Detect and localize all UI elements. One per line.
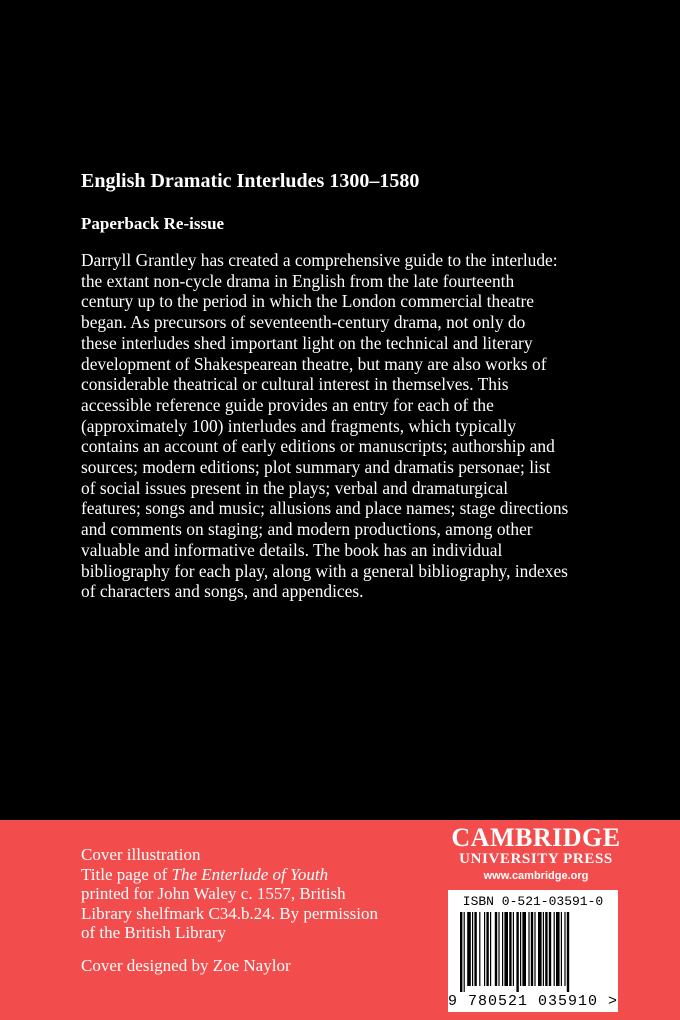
barcode-bar xyxy=(556,912,560,986)
credit-heading: Cover illustration xyxy=(81,845,201,864)
barcode-bar xyxy=(460,912,462,992)
barcode-bar xyxy=(502,912,503,986)
barcode-bar xyxy=(490,912,491,986)
cover-designer: Cover designed by Zoe Naylor xyxy=(81,956,291,975)
isbn-label: ISBN 0-521-03591-0 xyxy=(462,894,604,909)
cover-illustration-credit xyxy=(81,845,378,943)
description-line: and comments on staging; and modern productions, among other xyxy=(81,519,533,540)
description-line: accessible reference guide provides an entry for each of the xyxy=(81,394,494,415)
isbn-barcode xyxy=(448,890,618,1012)
description-line: Darryll Grantley has created a comprehensive guide to the interlude: xyxy=(81,250,558,270)
barcode-bar xyxy=(474,912,476,986)
description-line: development of Shakespearean theatre, but many are also works of xyxy=(81,353,547,374)
barcode-bar xyxy=(561,912,562,986)
barcode-bar xyxy=(504,912,508,986)
barcode-bar xyxy=(538,912,542,986)
description-line: the extant non-cycle drama in English from the late fourteenth xyxy=(81,270,515,291)
barcode-digits: 9 780521 035910 > xyxy=(448,993,619,1010)
barcode-bar xyxy=(520,912,521,986)
description-line: bibliography for each play, along with a general bibliography, indexes xyxy=(81,560,568,581)
credit-line-1 xyxy=(81,865,378,885)
barcode-bar xyxy=(545,912,547,986)
description-line: of social issues present in the plays; verbal and dramaturgical xyxy=(81,477,509,498)
description-line: features; songs and music; allusions and place names; stage directions xyxy=(81,498,569,519)
barcode-bar xyxy=(549,912,551,986)
barcode-bar xyxy=(516,912,518,992)
description-line: considerable theatrical or cultural interest in themselves. This xyxy=(81,374,509,395)
barcode-bar xyxy=(534,912,535,986)
barcode-bar xyxy=(479,912,480,986)
description-line: of characters and songs, and appendices. xyxy=(81,581,364,602)
barcode-bar xyxy=(554,912,555,986)
publisher-logo xyxy=(436,824,636,882)
barcode-bar xyxy=(472,912,473,986)
description-line: these interludes shed important light on the technical and literary xyxy=(81,332,533,353)
publisher-subname: UNIVERSITY PRESS xyxy=(459,851,613,867)
barcode-bar xyxy=(513,912,514,986)
back-cover-lower xyxy=(0,820,680,1020)
barcode-bar xyxy=(484,912,485,986)
barcode-bar xyxy=(567,912,569,992)
description-line: began. As precursors of seventeenth-century drama, not only do xyxy=(81,312,526,333)
book-title: English Dramatic Interludes 1300–1580 xyxy=(81,170,420,192)
barcode-bar xyxy=(531,912,533,986)
description-line: contains an account of early editions or manuscripts; authorship and xyxy=(81,436,555,457)
barcode-bar xyxy=(467,912,471,986)
description-line: century up to the period in which the London commercial theatre xyxy=(81,291,534,312)
barcode-bar xyxy=(486,912,488,986)
credit-line-1-prefix: Title page of xyxy=(81,864,172,884)
publisher-name: CAMBRIDGE xyxy=(451,823,621,852)
credit-work-title: The Enterlude of Youth xyxy=(171,864,329,884)
description-line: valuable and informative details. The book has an individual xyxy=(81,539,503,560)
barcode-bar xyxy=(509,912,511,986)
barcode-bar xyxy=(495,912,497,986)
book-description xyxy=(81,250,641,602)
credit-line-3: Library shelfmark C34.b.24. By permission xyxy=(81,903,378,923)
publisher-url: www.cambridge.org xyxy=(483,870,589,882)
barcode-bar xyxy=(522,912,526,986)
barcode-bar xyxy=(528,912,529,986)
barcode-bar xyxy=(464,912,465,992)
description-line: (approximately 100) interludes and fragments, which typically xyxy=(81,415,517,436)
edition-label: Paperback Re-issue xyxy=(81,214,225,233)
credit-line-2: printed for John Waley c. 1557, British xyxy=(81,884,346,903)
barcode-bar xyxy=(564,912,565,986)
barcode-bars xyxy=(460,912,606,992)
description-line: sources; modern editions; plot summary and dramatis personae; list xyxy=(81,457,551,478)
barcode-bar xyxy=(543,912,544,986)
credit-line-4: of the British Library xyxy=(81,923,226,942)
barcode-bar xyxy=(498,912,499,986)
